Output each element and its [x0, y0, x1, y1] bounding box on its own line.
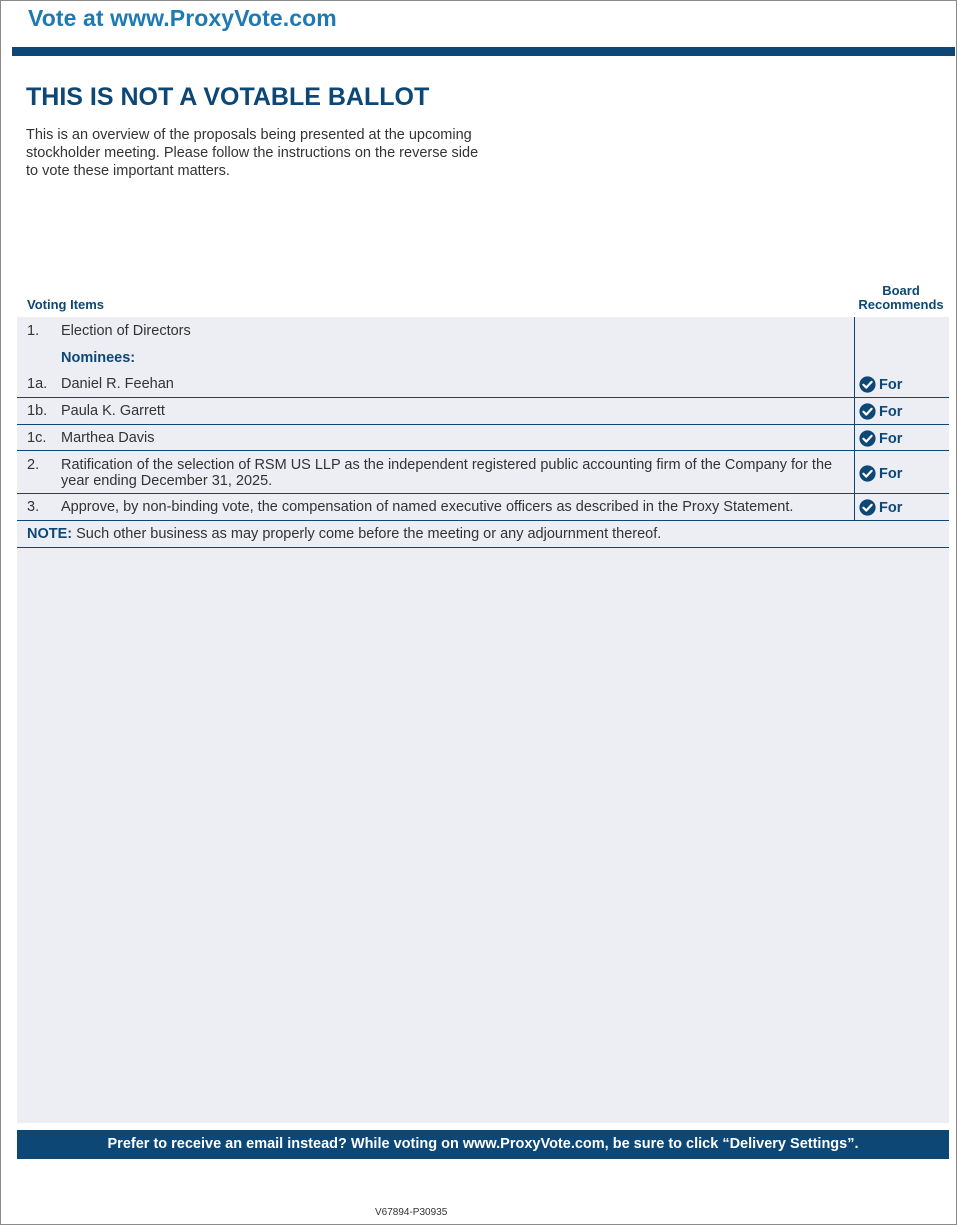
recommendation-label: For [879, 403, 903, 420]
board-recommends-header [851, 284, 951, 312]
row-divider [17, 397, 949, 398]
note-text: Such other business as may properly come before the meeting or any adjournment thereof. [76, 526, 662, 542]
row-divider [17, 493, 949, 494]
board-label: Board [882, 283, 920, 298]
intro-text: This is an overview of the proposals being presented at the upcoming stockholder meeting. Please follow the instructions on the reverse side to vote these important matters. [26, 127, 479, 179]
proxyvote-link[interactable]: Vote at www.ProxyVote.com [28, 5, 337, 31]
check-circle-icon [859, 403, 876, 420]
page-title: THIS IS NOT A VOTABLE BALLOT [26, 83, 430, 111]
proposal-text: Ratification of the selection of RSM US LLP as the independent registered public accounting firm of the Company for the year ending December 31, 2025. [61, 457, 833, 489]
note-label: NOTE: [27, 526, 73, 542]
item-number: 1. [27, 323, 40, 339]
item-number: 1b. [27, 403, 48, 419]
recommends-label: Recommends [858, 297, 944, 312]
recommendation-label: For [879, 465, 903, 482]
header-rule [12, 47, 955, 56]
proposal-text: Approve, by non-binding vote, the compensation of named executive officers as described in the Proxy Statement. [61, 499, 794, 515]
check-circle-icon [859, 465, 876, 482]
nominees-label: Nominees: [61, 350, 136, 366]
item-number: 1a. [27, 376, 48, 392]
voting-items-header: Voting Items [27, 297, 105, 312]
note-line [27, 526, 927, 542]
check-circle-icon [859, 430, 876, 447]
row-divider [17, 424, 949, 425]
board-recommendation [859, 465, 902, 482]
recommendation-label: For [879, 499, 903, 516]
job-code: V67894-P30935 [375, 1207, 448, 1218]
nominee-name: Paula K. Garrett [61, 403, 165, 419]
nominee-name: Marthea Davis [61, 430, 155, 446]
check-circle-icon [859, 376, 876, 393]
row-divider [17, 450, 949, 451]
board-recommendation [859, 499, 902, 516]
recommendation-label: For [879, 376, 903, 393]
item-number: 3. [27, 499, 40, 515]
board-recommendation [859, 376, 902, 393]
email-delivery-banner: Prefer to receive an email instead? While voting on www.ProxyVote.com, be sure to click “Delivery Settings”. [17, 1130, 949, 1159]
recommendation-label: For [879, 430, 903, 447]
row-divider [17, 520, 949, 521]
row-divider [17, 547, 949, 548]
board-recommendation [859, 403, 902, 420]
check-circle-icon [859, 499, 876, 516]
nominee-name: Daniel R. Feehan [61, 376, 174, 392]
board-recommendation [859, 430, 902, 447]
item-number: 1c. [27, 430, 47, 446]
item-number: 2. [27, 457, 40, 473]
item-text: Election of Directors [61, 323, 191, 339]
ballot-panel [17, 317, 949, 1123]
